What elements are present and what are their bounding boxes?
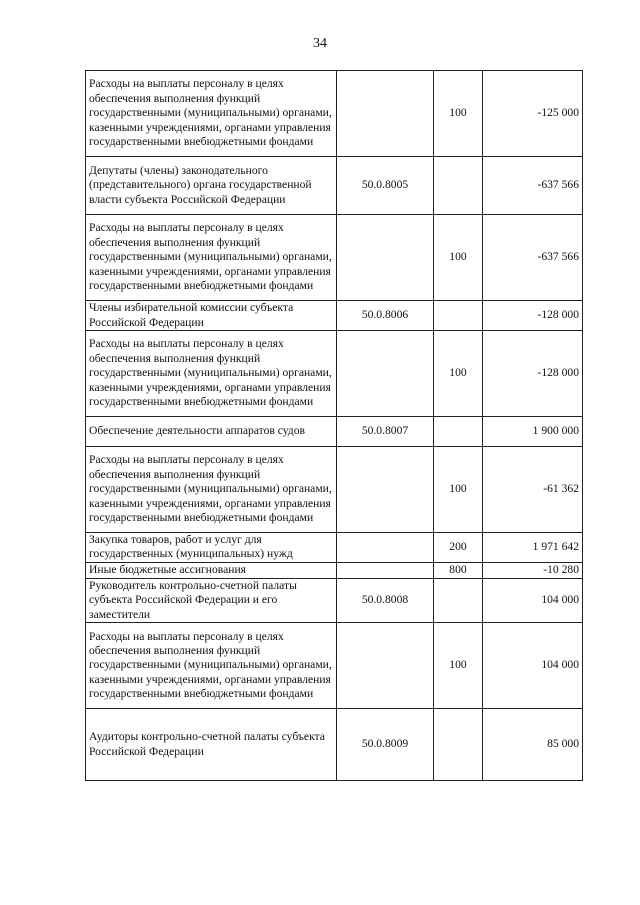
row-name-cell: Закупка товаров, работ и услуг для государственных (муниципальных) нужд bbox=[86, 533, 337, 563]
row-code-cell: 50.0.8006 bbox=[337, 301, 434, 331]
row-type-cell bbox=[434, 301, 483, 331]
row-code-cell bbox=[337, 623, 434, 709]
row-sum-cell: -128 000 bbox=[483, 301, 583, 331]
row-code-cell bbox=[337, 447, 434, 533]
row-name-cell: Иные бюджетные ассигнования bbox=[86, 562, 337, 578]
row-code-cell bbox=[337, 533, 434, 563]
row-sum-cell: 85 000 bbox=[483, 709, 583, 781]
row-sum-cell: -128 000 bbox=[483, 331, 583, 417]
table-row bbox=[86, 71, 583, 157]
row-code-cell bbox=[337, 215, 434, 301]
row-type-cell: 800 bbox=[434, 562, 483, 578]
row-name-cell: Расходы на выплаты персоналу в целях обеспечения выполнения функций государственными (муниципальными) органами, казенными учреждениями, органами управления государственными внебюджетными фондами bbox=[86, 623, 337, 709]
table-row bbox=[86, 331, 583, 417]
row-sum-cell: -10 280 bbox=[483, 562, 583, 578]
row-type-cell: 100 bbox=[434, 447, 483, 533]
row-type-cell: 100 bbox=[434, 623, 483, 709]
table-row bbox=[86, 562, 583, 578]
budget-table bbox=[85, 70, 583, 781]
row-type-cell: 100 bbox=[434, 215, 483, 301]
row-name-cell: Аудиторы контрольно-счетной палаты субъекта Российской Федерации bbox=[86, 709, 337, 781]
row-type-cell bbox=[434, 417, 483, 447]
row-code-cell bbox=[337, 71, 434, 157]
row-type-cell bbox=[434, 578, 483, 622]
row-code-cell bbox=[337, 562, 434, 578]
table-row bbox=[86, 623, 583, 709]
row-sum-cell: -637 566 bbox=[483, 215, 583, 301]
row-name-cell: Расходы на выплаты персоналу в целях обеспечения выполнения функций государственными (муниципальными) органами, казенными учреждениями, органами управления государственными внебюджетными фондами bbox=[86, 71, 337, 157]
row-name-cell: Депутаты (члены) законодательного (представительного) органа государственной власти субъекта Российской Федерации bbox=[86, 157, 337, 215]
table-row bbox=[86, 533, 583, 563]
row-name-cell: Расходы на выплаты персоналу в целях обеспечения выполнения функций государственными (муниципальными) органами, казенными учреждениями, органами управления государственными внебюджетными фондами bbox=[86, 215, 337, 301]
row-sum-cell: 104 000 bbox=[483, 578, 583, 622]
row-sum-cell: -637 566 bbox=[483, 157, 583, 215]
row-type-cell bbox=[434, 709, 483, 781]
table-row bbox=[86, 157, 583, 215]
table-row bbox=[86, 301, 583, 331]
row-code-cell bbox=[337, 331, 434, 417]
row-sum-cell: 1 900 000 bbox=[483, 417, 583, 447]
row-type-cell: 100 bbox=[434, 331, 483, 417]
budget-table-body bbox=[86, 71, 583, 781]
table-row bbox=[86, 417, 583, 447]
table-row bbox=[86, 215, 583, 301]
table-row bbox=[86, 709, 583, 781]
row-code-cell: 50.0.8008 bbox=[337, 578, 434, 622]
table-row bbox=[86, 447, 583, 533]
row-code-cell: 50.0.8005 bbox=[337, 157, 434, 215]
row-name-cell: Расходы на выплаты персоналу в целях обеспечения выполнения функций государственными (муниципальными) органами, казенными учреждениями, органами управления государственными внебюджетными фондами bbox=[86, 447, 337, 533]
row-sum-cell: -61 362 bbox=[483, 447, 583, 533]
page-number: 34 bbox=[313, 36, 327, 51]
row-sum-cell: -125 000 bbox=[483, 71, 583, 157]
row-name-cell: Руководитель контрольно-счетной палаты субъекта Российской Федерации и его заместители bbox=[86, 578, 337, 622]
row-type-cell: 100 bbox=[434, 71, 483, 157]
row-name-cell: Расходы на выплаты персоналу в целях обеспечения выполнения функций государственными (муниципальными) органами, казенными учреждениями, органами управления государственными внебюджетными фондами bbox=[86, 331, 337, 417]
row-sum-cell: 1 971 642 bbox=[483, 533, 583, 563]
row-name-cell: Обеспечение деятельности аппаратов судов bbox=[86, 417, 337, 447]
row-code-cell: 50.0.8007 bbox=[337, 417, 434, 447]
row-type-cell bbox=[434, 157, 483, 215]
row-name-cell: Члены избирательной комиссии субъекта Российской Федерации bbox=[86, 301, 337, 331]
row-type-cell: 200 bbox=[434, 533, 483, 563]
row-sum-cell: 104 000 bbox=[483, 623, 583, 709]
row-code-cell: 50.0.8009 bbox=[337, 709, 434, 781]
table-row bbox=[86, 578, 583, 622]
